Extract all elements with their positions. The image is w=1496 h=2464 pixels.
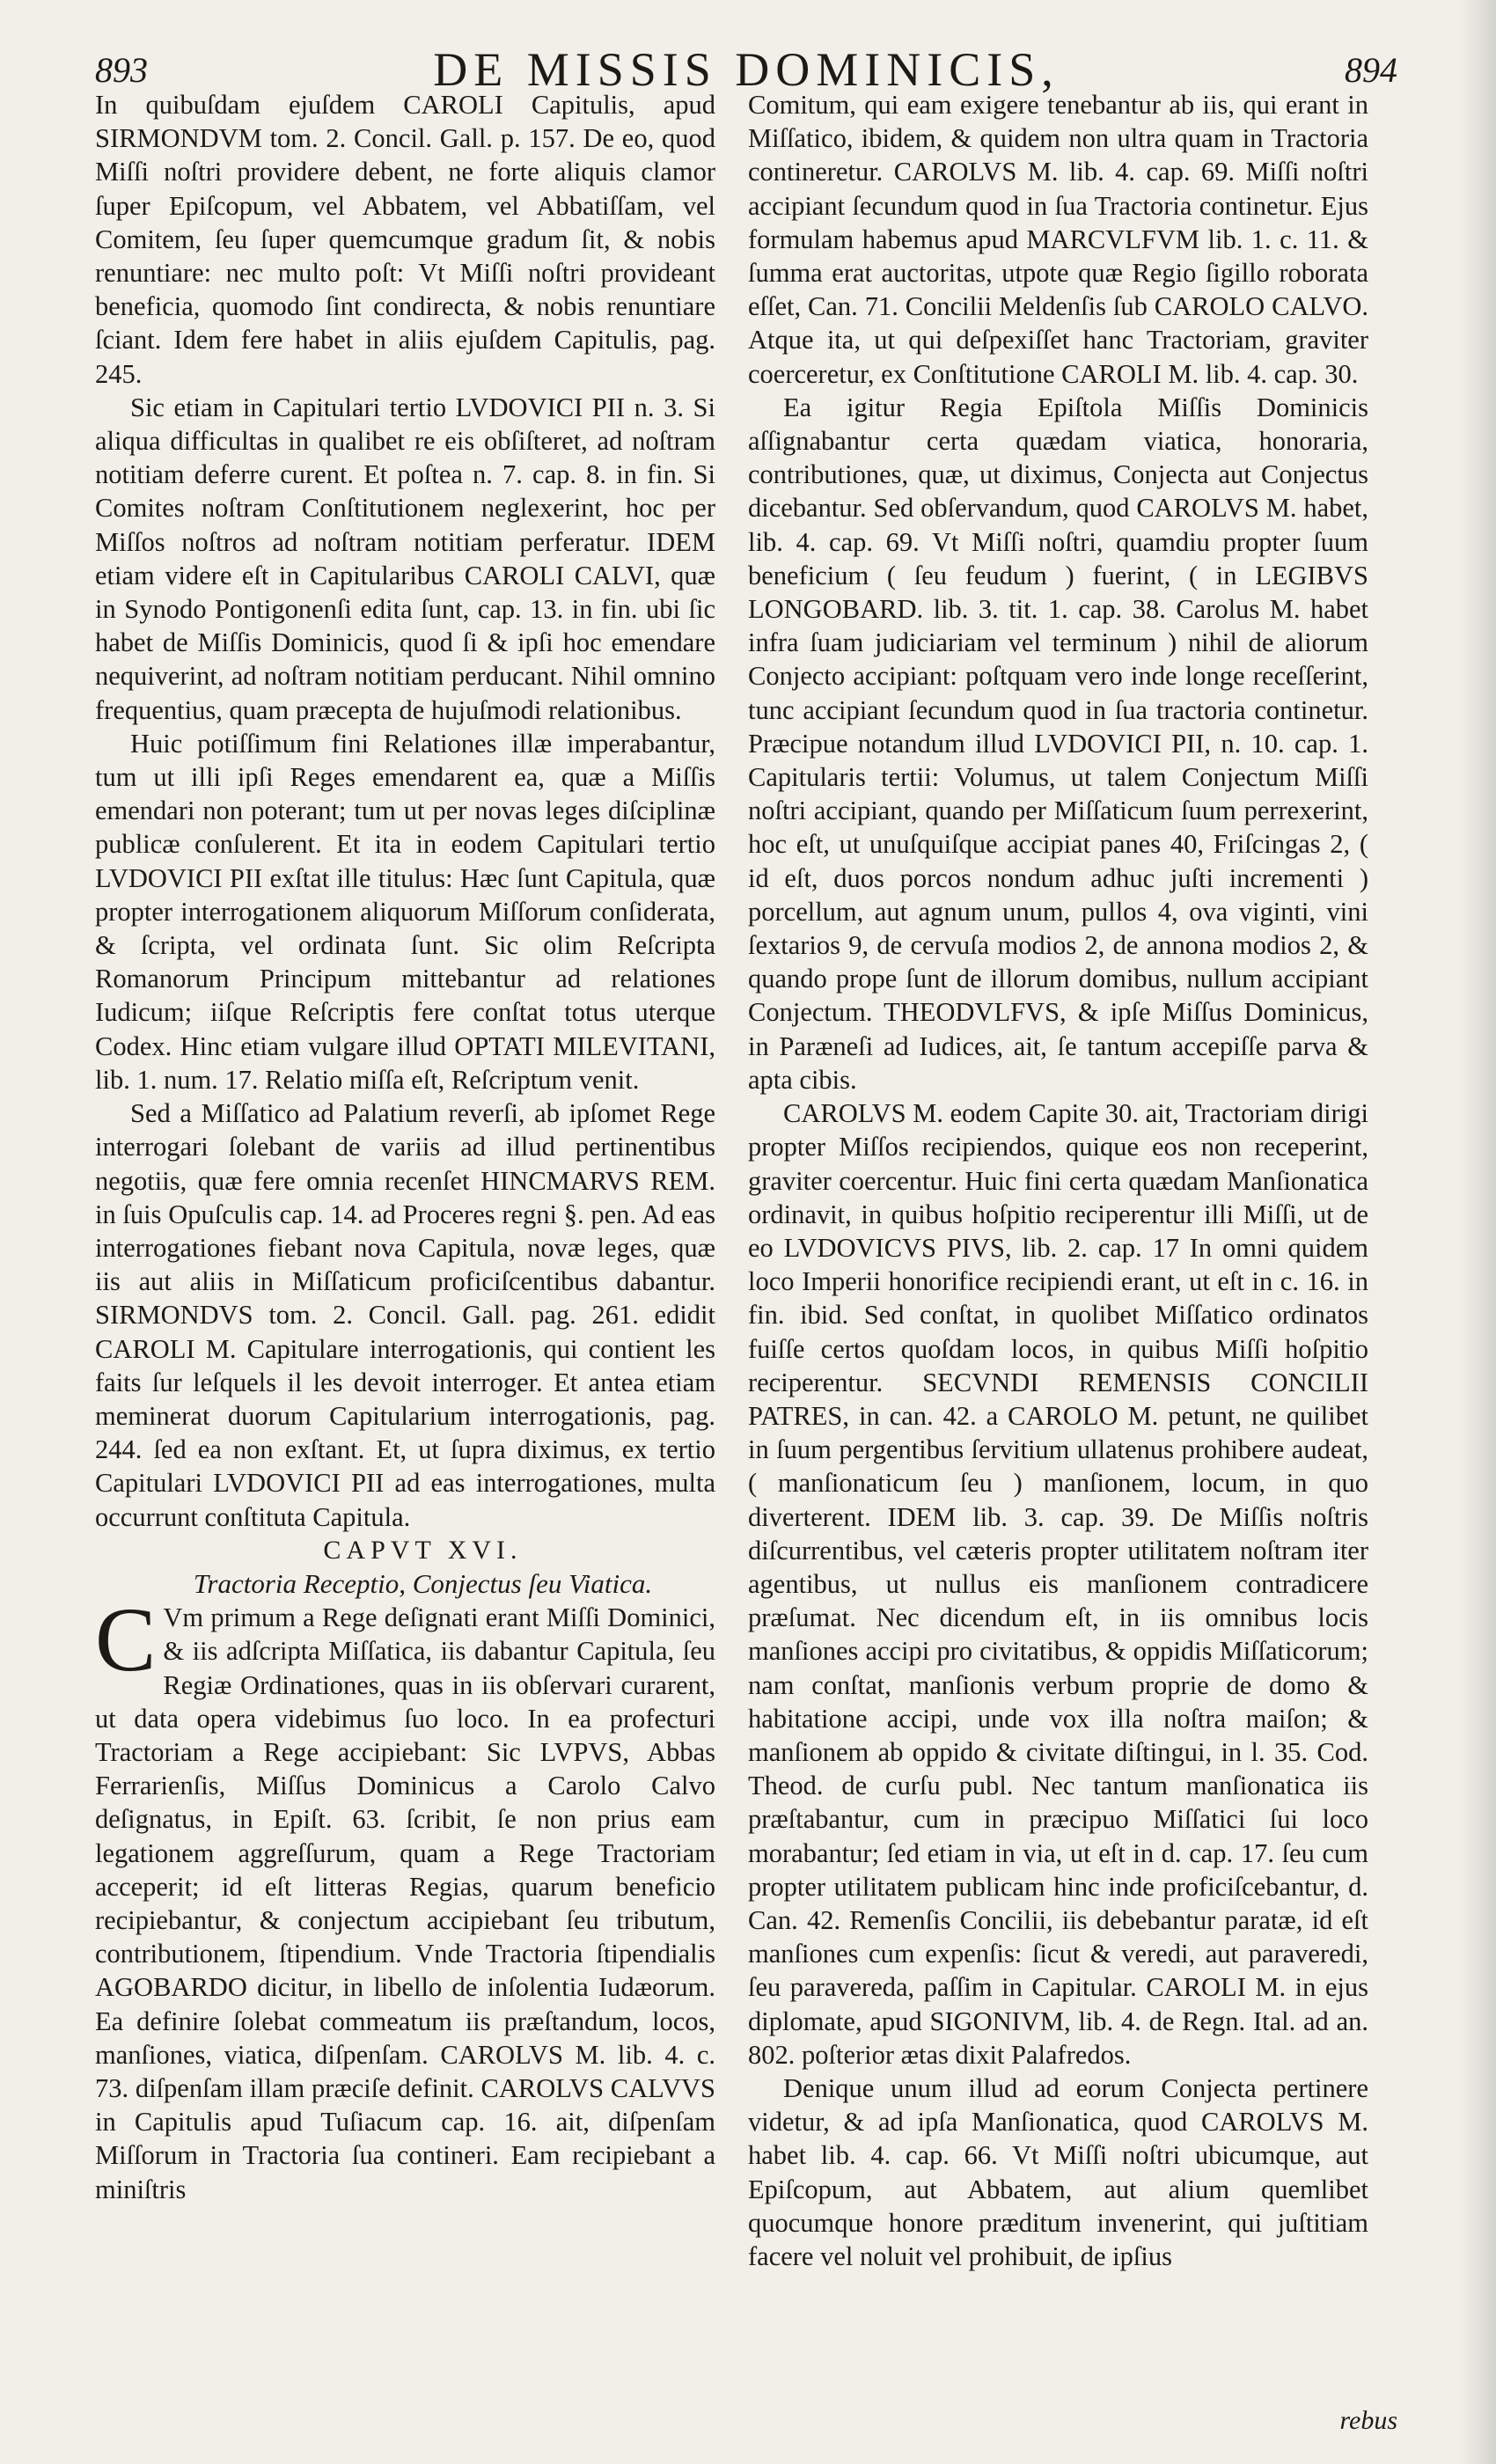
left-paragraph-3: Huic potiſſimum fini Relationes illæ imperabantur, tum ut illi ipſi Reges emendarent ea, quæ a Miſſis emendari non poterant; tum ut per novas leges diſciplinæ publicæ conſulerent. Et ita in eodem Capitulari tertio LVDOVICI PII exſtat ille titulus: Hæc ſunt Capitula, quæ propter interrogationem aliquorum Miſſorum conſiderata, & ſcripta, vel ordinata ſunt. Sic olim Reſcripta Romanorum Principum mittebantur ad relationes Iudicum; iiſque Reſcriptis fere conſtat totus uterque Codex. Hinc etiam vulgare illud OPTATI MILEVITANI, lib. 1. num. 17. Relatio miſſa eſt, Reſcriptum venit. bbox=[95, 728, 715, 1095]
left-paragraph-5-text: Vm primum a Rege deſignati erant Miſſi Dominici, & iis adſcripta Miſſatica, iis dabantur Capitula, ſeu Regiæ Ordinationes, quas in iis obſervari curarent, ut data opera videbimus ſuo loco. In ea profecturi Tractoriam a Rege accipiebant: Sic LVPVS, Abbas Ferrarienſis, Miſſus Dominicus a Carolo Calvo deſignatus, in Epiſt. 63. ſcribit, ſe non prius eam legationem aggreſſurum, quam a Rege Tractoriam acceperit; id eſt litteras Regias, quarum beneficio recipiebantur, & conjectum accipiebant ſeu tributum, contributionem, ſtipendium. Vnde Tractoria ſtipendialis AGOBARDO dicitur, in libello de inſolentia Iudæorum. Ea definire ſolebat commeatum iis præſtandum, locos, manſiones, viatica, diſpenſam. CAROLVS M. lib. 4. c. 73. diſpenſam illam præciſe definit. CAROLVS CALVVS in Capitulis apud Tuſiacum cap. 16. ait, diſpenſam Miſſorum in Tractoria ſua contineri. Eam recipiebant a miniſtris bbox=[95, 1602, 715, 2204]
running-title: DE MISSIS DOMINICIS, bbox=[433, 43, 1060, 96]
left-paragraph-5 bbox=[95, 1589, 715, 2206]
left-paragraph-2: Sic etiam in Capitulari tertio LVDOVICI PII n. 3. Si aliqua difficultas in qualibet re eis obſiſteret, ad noſtram notitiam deferre curent. Et poſtea n. 7. cap. 8. in fin. Si Comites noſtram Conſtitutionem neglexerint, hoc per Miſſos noſtros ad noſtram notitiam perferatur. IDEM etiam videre eſt in Capitularibus CAROLI CALVI, quæ in Synodo Pontigonenſi edita ſunt, cap. 13. in fin. ubi ſic habet de Miſſis Dominicis, quod ſi & ipſi hoc emendare nequiverint, ad noſtram notitiam perducant. Nihil omnino frequentius, quam præcepta de hujuſmodi relationibus. bbox=[95, 392, 715, 725]
right-paragraph-2: Ea igitur Regia Epiſtola Miſſis Dominicis aſſignabantur certa quædam viatica, honoraria, contributiones, quæ, ut diximus, Conjecta aut Conjectus dicebantur. Sed obſervandum, quod CAROLVS M. habet, lib. 4. cap. 69. Vt Miſſi noſtri, quamdiu propter ſuum beneficium ( ſeu feudum ) fuerint, ( in LEGIBVS LONGOBARD. lib. 3. tit. 1. cap. 38. Carolus M. habet infra ſuam judiciariam vel terminum ) nihil de aliorum Conjecto accipiant: poſtquam vero inde longe receſſerint, tunc accipiant ſecundum quod in ſua tractoria continetur. Præcipue notandum illud LVDOVICI PII, n. 10. cap. 1. Capitularis tertii: Volumus, ut talem Conjectum Miſſi noſtri accipiant, quando per Miſſaticum ſuum perrexerint, hoc eſt, ut unuſquiſque accipiat panes 40, Friſcingas 2, ( id eſt, duos porcos nondum adhuc juſti incrementi ) porcellum, aut agnum unum, pullos 4, ova viginti, vini ſextarios 9, de cervuſa modios 2, de annona modios 2, & quando prope ſunt de illorum domibus, nullum accipiant Conjectum. THEODVLFVS, & ipſe Miſſus Dominicus, in Paræneſi ad Iudices, ait, ſe tantum accepiſſe parva & apta cibis. bbox=[748, 392, 1368, 1095]
page-number-left: 893 bbox=[95, 50, 148, 90]
right-column bbox=[748, 88, 1368, 2273]
right-paragraph-3: CAROLVS M. eodem Capite 30. ait, Tractoriam dirigi propter Miſſos recipiendos, quique eos non receperint, graviter coercentur. Huic fini certa quædam Manſionatica ordinavit, in quibus hoſpitio reciperentur illi Miſſi, ut de eo LVDOVICVS PIVS, lib. 2. cap. 17 In omni quidem loco Imperii honorifice recipiendi erant, ut eſt in c. 16. in fin. ibid. Sed conſtat, in quolibet Miſſatico ordinatos fuiſſe certos quoſdam locos, in quibus Miſſi hoſpitio reciperentur. SECVNDI REMENSIS CONCILII PATRES, in can. 42. a CAROLO M. petunt, ne quilibet in ſuum pergentibus ſervitium ullatenus prohibere audeat, ( manſionaticum ſeu ) manſionem, locum, in quo diverterent. IDEM lib. 3. cap. 39. De Miſſis noſtris diſcurrentibus, vel cæteris propter utilitatem noſtram iter agentibus, ut nullus eis manſionem contradicere præſumat. Nec dicendum eſt, in iis omnibus locis manſiones accipi pro civitatibus, & oppidis Miſſaticorum; nam conſtat, manſionis verbum proprie de domo & habitatione accipi, unde vox illa noſtra maiſon; & manſionem ab oppido & civitate diſtingui, in l. 35. Cod. Theod. de curſu publ. Nec tantum manſionatica iis præſtabantur, cum in præcipuo Miſſatici ſui loco morabantur; ſed etiam in via, ut eſt in d. cap. 17. ſeu cum propter utilitatem publicam hinc inde proficiſcebantur, d. Can. 42. Remenſis Concilii, iis debebantur paratæ, id eſt manſiones cum expenſis: ſicut & veredi, aut paraveredi, ſeu paravereda, paſſim in Capitular. CAROLI M. in ejus diplomate, apud SIGONIVM, lib. 4. de Regn. Ital. ad an. 802. poſterior ætas dixit Palafredos. bbox=[748, 1098, 1368, 2070]
page-edge-shadow bbox=[1461, 0, 1496, 2464]
page-number-right: 894 bbox=[1345, 50, 1397, 90]
right-paragraph-4: Denique unum illud ad eorum Conjecta pertinere videtur, & ad ipſa Manſionatica, quod CAROLVS M. habet lib. 4. cap. 66. Vt Miſſi noſtri ubicumque, aut Epiſcopum, aut Abbatem, aut alium quemlibet quocumque honore præditum invenerint, qui juſtitiam facere vel noluit vel prohibuit, de ipſius bbox=[748, 2072, 1368, 2271]
catchword: rebus bbox=[1339, 2406, 1397, 2435]
chapter-heading: CAPVT XVI. bbox=[323, 1535, 523, 1565]
left-paragraph-4: Sed a Miſſatico ad Palatium reverſi, ab ipſomet Rege interrogari ſolebant de variis ad illud pertinentibus negotiis, quæ fere omnia recenſet HINCMARVS REM. in ſuis Opuſculis cap. 14. ad Proceres regni §. pen. Ad eas interrogationes fiebant nova Capitula, novæ leges, quæ iis aut aliis in Miſſaticum proficiſcentibus dabantur. SIRMONDVS tom. 2. Concil. Gall. pag. 261. edidit CAROLI M. Capitulare interrogationis, qui contient les faits ſur leſquels il les devoit interroger. Et antea etiam meminerat duorum Capitularium interrogationis, pag. 244. ſed ea non exſtant. Et, ut ſupra diximus, ex tertio Capitulari LVDOVICI PII ad eas interrogationes, multa occurrunt conſtituta Capitula. bbox=[95, 1098, 715, 1532]
chapter-subtitle: Tractoria Receptio, Conjectus ſeu Viatica. bbox=[193, 1567, 653, 1599]
drop-capital: C bbox=[95, 1589, 157, 1691]
right-paragraph-1: Comitum, qui eam exigere tenebantur ab iis, qui erant in Miſſatico, ibidem, & quidem non ultra quam in Tractoria contineretur. CAROLVS M. lib. 4. cap. 69. Miſſi noſtri accipiant ſecundum quod in ſua Tractoria continetur. Ejus formulam habemus apud MARCVLFVM lib. 1. c. 11. & ſumma erat auctoritas, utpote quæ Regio ſigillo roborata eſſet, Can. 71. Concilii Meldenſis ſub CAROLO CALVO. Atque ita, ut qui deſpexiſſet hanc Tractoriam, graviter coerceretur, ex Conſtitutione CAROLI M. lib. 4. cap. 30. bbox=[748, 90, 1368, 389]
left-column bbox=[95, 88, 715, 2206]
left-paragraph-1: In quibuſdam ejuſdem CAROLI Capitulis, apud SIRMONDVM tom. 2. Concil. Gall. p. 157. De eo, quod Miſſi noſtri providere debent, ne forte aliquis clamor ſuper Epiſcopum, vel Abbatem, vel Abbatiſſam, vel Comitem, ſeu ſuper quemcumque gradum ſit, & nobis renuntiare: nec multo poſt: Vt Miſſi noſtri provideant beneficia, quomodo ſint condirecta, & nobis renuntiare ſciant. Idem fere habet in aliis ejuſdem Capitulis, pag. 245. bbox=[95, 90, 715, 389]
